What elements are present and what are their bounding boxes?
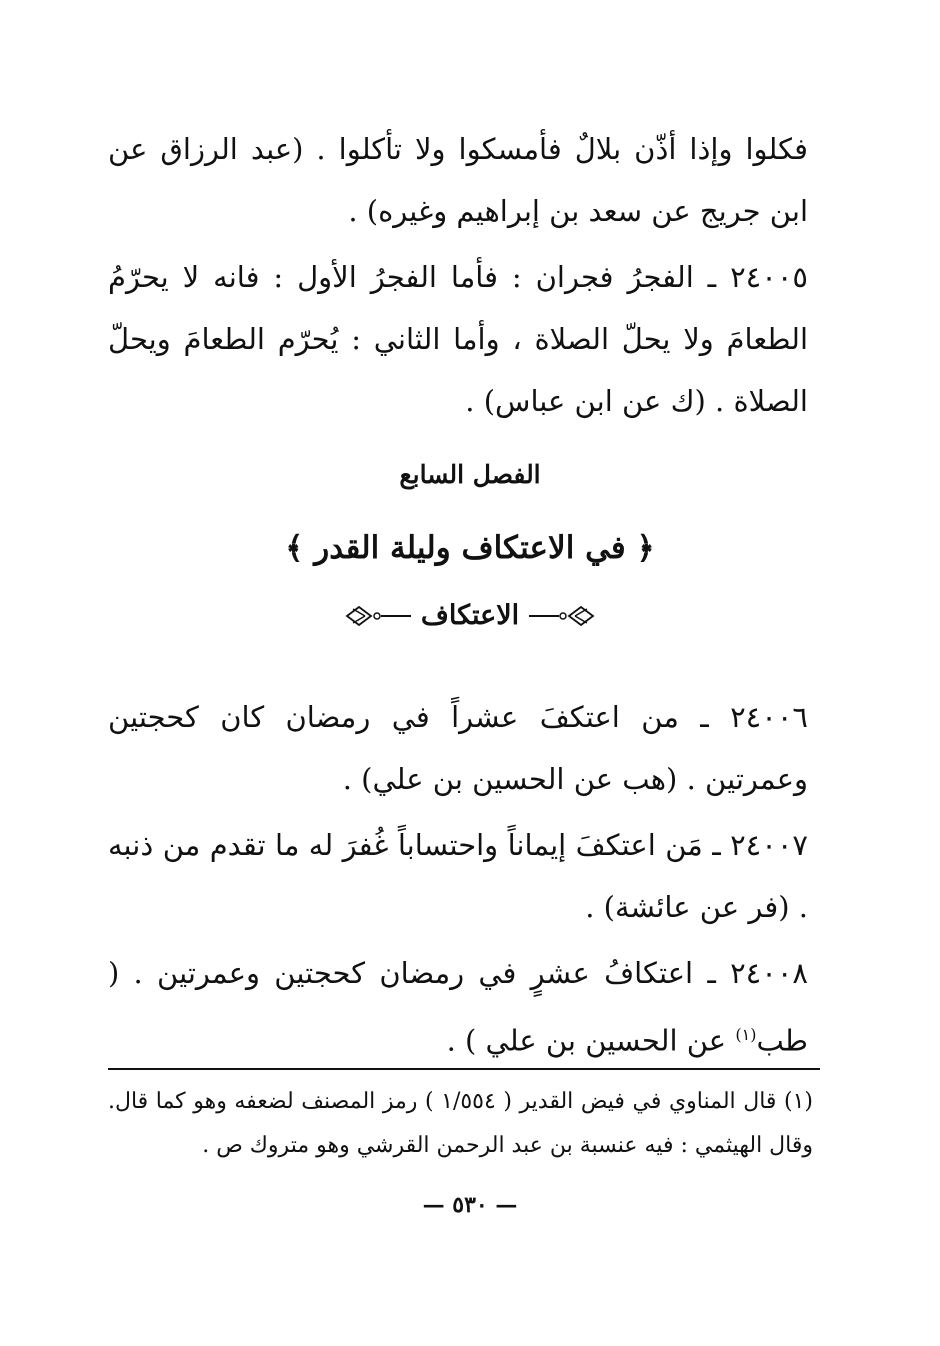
footnote-mark: (١) bbox=[735, 1025, 757, 1044]
section-title: ﴿ في الاعتكاف وليلة القدر ﴾ bbox=[285, 530, 655, 566]
footnote-divider bbox=[108, 1068, 820, 1070]
chapter-title: الفصل السابع bbox=[399, 460, 541, 489]
hadith-24008 bbox=[108, 942, 808, 1072]
page-number: — ٥٣٠ — bbox=[422, 1192, 518, 1218]
hadith-24008-text-after: عن الحسين بن علي ) . bbox=[446, 1023, 736, 1058]
ornament-right-icon bbox=[529, 603, 599, 629]
footnote-text: (١) قال المناوي في فيض القدير ( ١/٥٥٤ ) رمز المصنف لضعفه وهو كما قال. وقال الهيثمي : فيه عنسبة بن عبد الرحمن القرشي وهو متروك ص . bbox=[108, 1089, 813, 1158]
hadith-24006: ٢٤٠٠٦ ـ من اعتكفَ عشراً في رمضان كان كحجتين وعمرتين . (هب عن الحسين بن علي) . bbox=[108, 700, 808, 796]
ornament-left-icon bbox=[341, 603, 411, 629]
paragraph-continuation: فكلوا وإذا أذّن بلالٌ فأمسكوا ولا تأكلوا . (عبد الرزاق عن ابن جريج عن سعد بن إبراهيم وغيره) . bbox=[108, 132, 808, 228]
hadith-24007: ٢٤٠٠٧ ـ مَن اعتكفَ إيماناً واحتساباً غُفرَ له ما تقدم من ذنبه . (فر عن عائشة) . bbox=[108, 828, 808, 924]
subsection-title: الاعتكاف bbox=[420, 600, 520, 631]
hadith-24008-text-before: ٢٤٠٠٨ ـ اعتكافُ عشرٍ في رمضان كحجتين وعمرتين . ( طب bbox=[108, 956, 808, 1058]
subsection-heading bbox=[0, 600, 940, 631]
paragraph-hadith-24005: ٢٤٠٠٥ ـ الفجرُ فجران : فأما الفجرُ الأول : فانه لا يحرّمُ الطعامَ ولا يحلّ الصلاة ، وأما الثاني : يُحرّم الطعامَ ويحلّ الصلاة . (ك عن ابن عباس) . bbox=[108, 260, 808, 418]
